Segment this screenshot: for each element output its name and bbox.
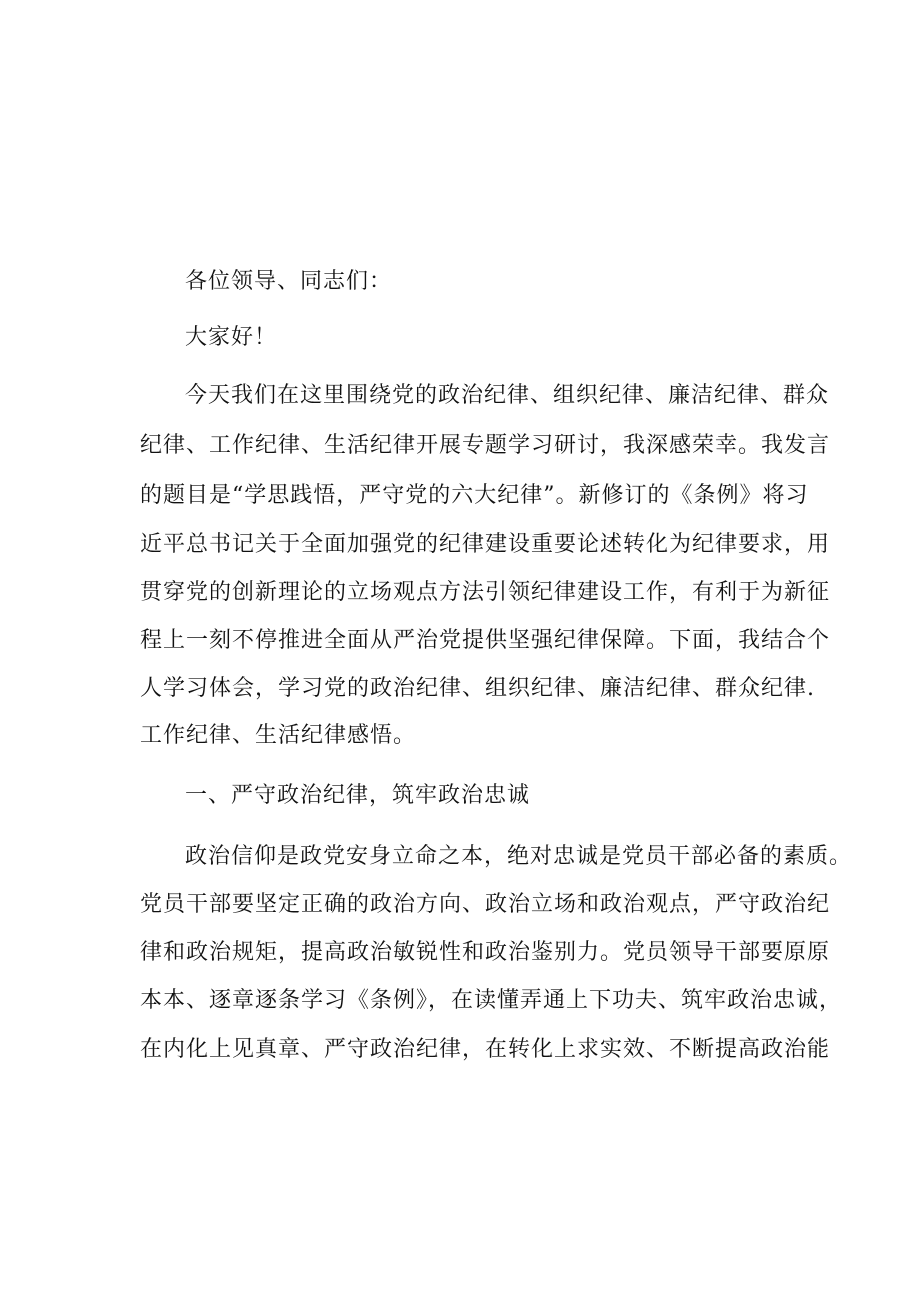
section-heading: 一、严守政治纪律，筑牢政治忠诚 <box>185 783 531 808</box>
paragraph-line: 律和政治规矩，提高政治敏锐性和政治鉴别力。党员领导干部要原原 <box>140 940 831 965</box>
paragraph-line: 纪律、工作纪律、生活纪律开展专题学习研讨，我深感荣幸。我发言 <box>140 433 831 458</box>
paragraph-line: 的题目是“学思践悟，严守党的六大纪律”。新修订的《条例》将习 <box>140 483 809 508</box>
paragraph-line: 政治信仰是政党安身立命之本，绝对忠诚是党员干部必备的素质。 <box>185 844 853 869</box>
salutation: 各位领导、同志们： <box>185 269 393 294</box>
paragraph-line: 本本、逐章逐条学习《条例》，在读懂弄通上下功夫、筑牢政治忠诚， <box>140 988 843 1013</box>
paragraph-line: 在内化上见真章、严守政治纪律，在转化上求实效、不断提高政治能 <box>140 1037 831 1062</box>
paragraph-line: 人学习体会，学习党的政治纪律、组织纪律、廉洁纪律、群众纪律. <box>140 676 815 701</box>
paragraph-line: 程上一刻不停推进全面从严治党提供坚强纪律保障。下面，我结合个 <box>140 628 831 653</box>
paragraph-line: 工作纪律、生活纪律感悟。 <box>140 723 417 748</box>
paragraph-line: 贯穿党的创新理论的立场观点方法引领纪律建设工作，有利于为新征 <box>140 580 831 605</box>
paragraph-line: 近平总书记关于全面加强党的纪律建设重要论述转化为纪律要求，用 <box>140 532 831 557</box>
greeting: 大家好！ <box>185 325 278 350</box>
paragraph-line: 党员干部要坚定正确的政治方向、政治立场和政治观点，严守政治纪 <box>140 892 831 917</box>
paragraph-line: 今天我们在这里围绕党的政治纪律、组织纪律、廉洁纪律、群众 <box>185 383 830 408</box>
